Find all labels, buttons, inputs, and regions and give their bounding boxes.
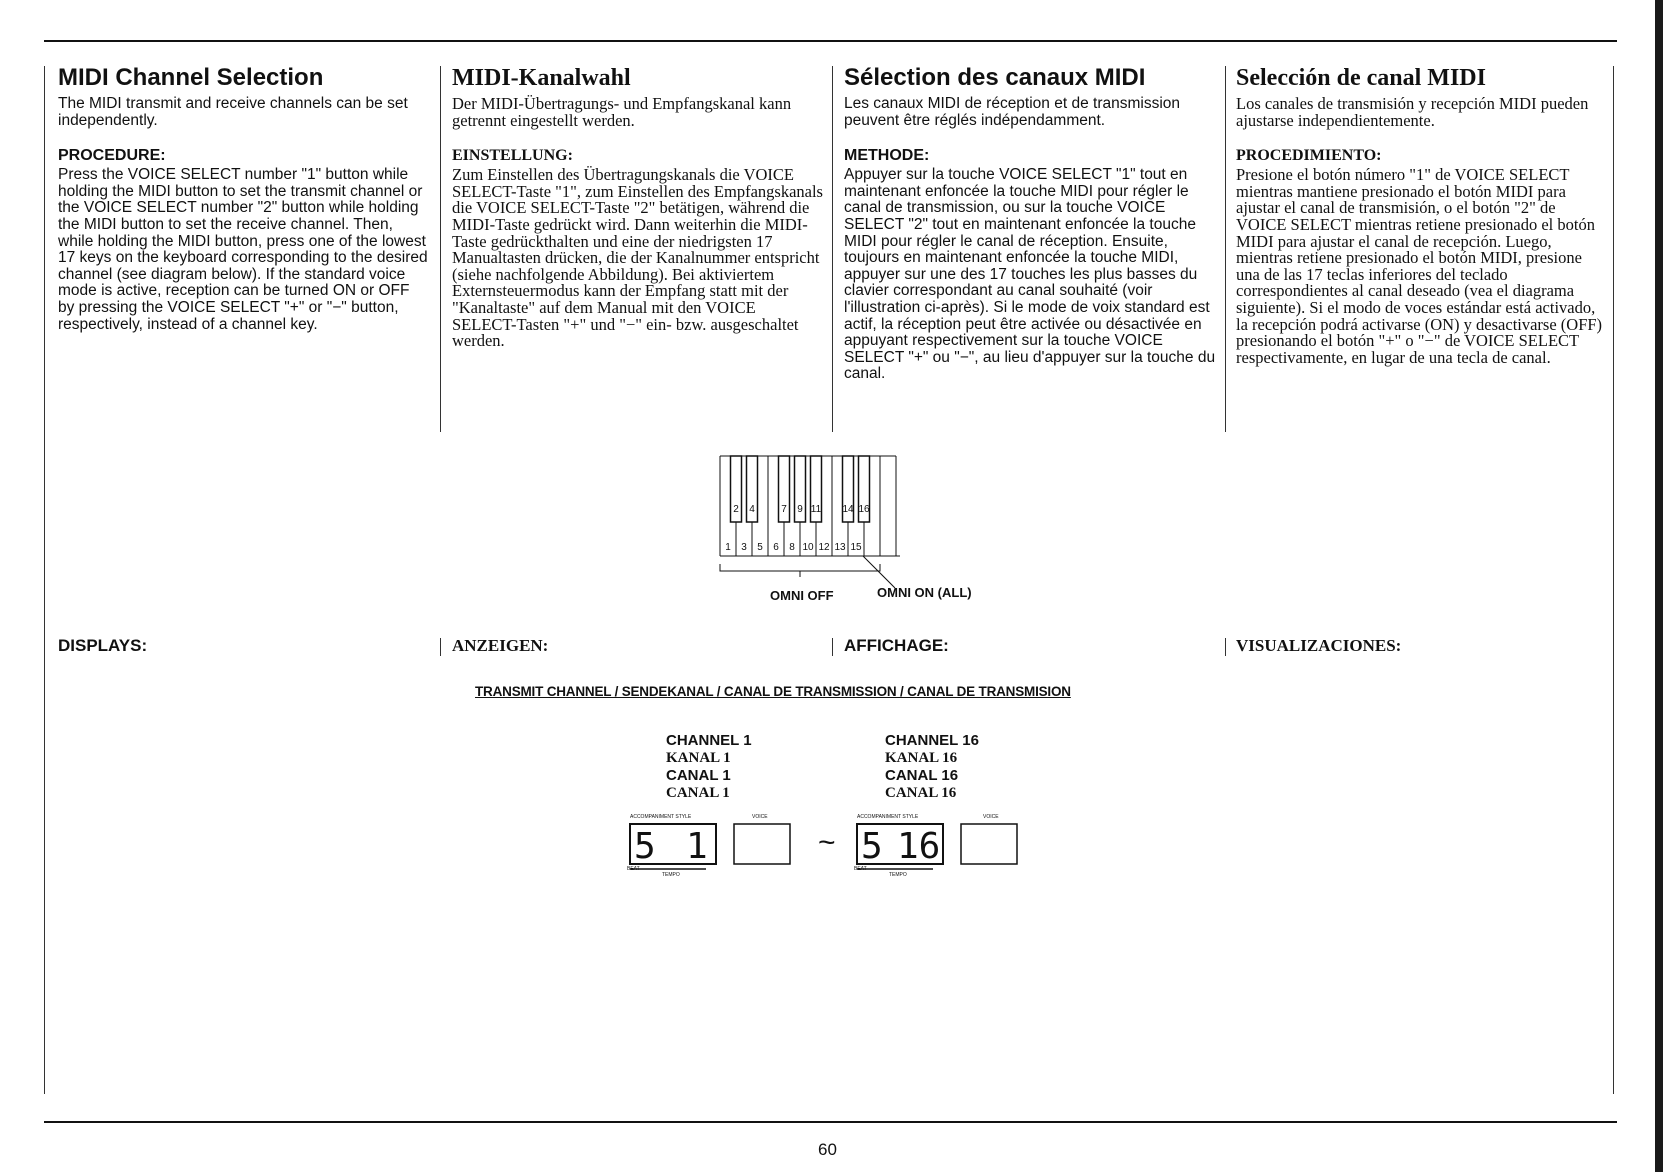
lcd16-right-digits: 16 — [897, 826, 941, 867]
lcd16-beat-label: BEAT — [854, 866, 867, 872]
intro-german: Der MIDI-Übertragungs- und Empfangskanal kann getrennt eingestellt werden. — [452, 94, 792, 130]
title-english: MIDI Channel Selection — [58, 64, 324, 91]
intro-english: The MIDI transmit and receive channels can be set independently. — [58, 95, 408, 129]
displays-divider-1 — [440, 638, 441, 656]
displays-heading-french: AFFICHAGE: — [844, 636, 949, 655]
column-german — [452, 64, 824, 350]
column-divider-1 — [440, 66, 441, 432]
channel-last-de: KANAL 16 — [885, 749, 958, 766]
black-key-label: 2 — [733, 504, 739, 515]
top-rule — [44, 40, 1617, 42]
channel-first-es: CANAL 1 — [666, 784, 730, 801]
intro-spanish: Los canales de transmisión y recepción MIDI pueden ajustarse independientemente. — [1236, 94, 1589, 130]
channel-last-en: CHANNEL 16 — [885, 732, 979, 749]
column-french — [844, 64, 1216, 383]
procedure-heading-english: PROCEDURE: — [58, 147, 166, 165]
page-number: 60 — [818, 1140, 837, 1159]
white-key-label: 15 — [850, 542, 862, 553]
lcd-display-channel-1 — [626, 810, 796, 880]
white-key-label: 1 — [725, 542, 731, 553]
procedure-heading-german: EINSTELLUNG: — [452, 147, 573, 165]
column-divider-2 — [832, 66, 833, 432]
white-key-label: 13 — [834, 542, 846, 553]
black-key-label: 7 — [781, 504, 787, 515]
channel-last-es: CANAL 16 — [885, 784, 957, 801]
lcd1-voice-label: VOICE — [752, 814, 768, 820]
channel-first-fr: CANAL 1 — [666, 767, 731, 784]
lcd16-left-digit: 5 — [861, 826, 883, 867]
lcd-display-channel-16 — [853, 810, 1023, 880]
procedure-english: Press the VOICE SELECT number "1" button while holding the MIDI button to set the transmit channel or the VOICE SELECT number "2" button while holding the MIDI button to set the receive channel. Then, while holding the MIDI button, press one of the lowest 17 keys on the keyboard corresponding to the desired channel (see diagram below). If the standard voice mode is active, reception can be turned ON or OFF by pressing the VOICE SELECT "+" or "−" button, respectively, instead of a channel key. — [58, 166, 428, 333]
omni-off-label: OMNI OFF — [770, 588, 834, 603]
column-divider-3 — [1225, 66, 1226, 432]
procedure-heading-french: METHODE: — [844, 147, 930, 165]
black-key-label: 4 — [749, 504, 755, 515]
white-key-label: 10 — [802, 542, 814, 553]
displays-heading-german: ANZEIGEN: — [452, 636, 549, 655]
black-key-label: 14 — [842, 504, 854, 515]
channel-last-fr: CANAL 16 — [885, 767, 959, 784]
keyboard-diagram — [700, 450, 1020, 610]
white-key-label: 3 — [741, 542, 747, 553]
channel-first-labels — [666, 732, 752, 802]
channel-first-en: CHANNEL 1 — [666, 732, 752, 749]
intro-french: Les canaux MIDI de réception et de transmission peuvent être réglés indépendamment. — [844, 95, 1181, 129]
lcd16-voice-label: VOICE — [983, 814, 999, 820]
column-spanish — [1236, 64, 1608, 366]
title-french: Sélection des canaux MIDI — [844, 64, 1146, 91]
right-margin-line — [1613, 66, 1614, 1094]
black-key-label: 11 — [810, 504, 822, 515]
channel-last-labels — [885, 732, 979, 802]
range-tilde: ~ — [818, 826, 836, 859]
bottom-rule — [44, 1121, 1617, 1123]
procedure-spanish: Presione el botón número "1" de VOICE SELECT mientras mantiene presionado el botón MIDI para ajustar el canal de transmisión, o el botón "2" de VOICE SELECT mientras retiene presionado el botón MIDI para ajustar el canal de recepción. Luego, mientras retiene presionado el botón MIDI, presione una de las 17 teclas inferiores del teclado correspondientes al canal deseado (vea el diagrama siguiente). Si el modo de voces estándar está activado, la recepción podrá activarse (ON) y desactivarse (OFF) presionando el botón "+" o "−" de VOICE SELECT respectivamente, en lugar de una tecla de canal. — [1236, 165, 1603, 367]
procedure-french: Appuyer sur la touche VOICE SELECT "1" tout en maintenant enfoncée la touche MIDI pour régler le canal de transmission, ou sur la touche VOICE SELECT "2" tout en maintenant enfoncée la touche MIDI pour régler le canal de réception. Ensuite, toujours en maintenant enfoncée la touche MIDI, appuyer sur une des 17 touches les plus basses du clavier correspondant au canal souhaité (voir l'illustration ci-après). Si le mode de voix standard est actif, la réception peut être activée ou désactivée en appuyant respectivement sur la touche VOICE SELECT "+" ou "−", au lieu d'appuyer sur la touche du canal. — [844, 166, 1216, 383]
column-english — [58, 64, 430, 333]
title-german: MIDI-Kanalwahl — [452, 65, 631, 91]
displays-divider-3 — [1225, 638, 1226, 656]
white-key-label: 12 — [818, 542, 830, 553]
procedure-heading-spanish: PROCEDIMIENTO: — [1236, 147, 1382, 165]
lcd16-accompaniment-label: ACCOMPANIMENT STYLE — [857, 814, 919, 820]
lcd16-tempo-label: TEMPO — [889, 872, 907, 878]
lcd1-left-digit: 5 — [634, 826, 656, 867]
white-key-label: 8 — [789, 542, 795, 553]
left-margin-line — [44, 66, 45, 1094]
transmit-heading: TRANSMIT CHANNEL / SENDEKANAL / CANAL DE TRANSMISSION / CANAL DE TRANSMISION — [475, 684, 1071, 699]
black-key-label: 16 — [858, 504, 870, 515]
displays-heading-english: DISPLAYS: — [58, 636, 148, 655]
black-key-label: 9 — [797, 504, 803, 515]
page-edge-bar — [1655, 0, 1663, 1172]
displays-divider-2 — [832, 638, 833, 656]
omni-on-label: OMNI ON (ALL) — [877, 585, 972, 600]
procedure-german: Zum Einstellen des Übertragungskanals die VOICE SELECT-Taste "1", zum Einstellen des Empfangskanals die VOICE SELECT-Taste "2" betätigen, während die MIDI-Taste gedrückt wird. Dann weiterhin die MIDI-Taste gedrückthalten und eine der niedrigsten 17 Manualtasten drücken, die der Kanalnummer entspricht (siehe nachfolgende Abbildung). Bei aktiviertem Externsteuermodus kann der Empfang statt mit der "Kanaltaste" auf dem Manual mit den VOICE SELECT-Tasten "+" und "−" ein- bzw. ausgeschaltet werden. — [452, 165, 823, 351]
lcd1-beat-label: BEAT — [627, 866, 640, 872]
lcd1-tempo-label: TEMPO — [662, 872, 680, 878]
title-spanish: Selección de canal MIDI — [1236, 65, 1486, 91]
channel-first-de: KANAL 1 — [666, 749, 731, 766]
lcd1-accompaniment-label: ACCOMPANIMENT STYLE — [630, 814, 692, 820]
white-key-label: 5 — [757, 542, 763, 553]
displays-heading-spanish: VISUALIZACIONES: — [1236, 636, 1402, 655]
white-key-label: 6 — [773, 542, 779, 553]
lcd1-right-digit: 1 — [686, 826, 708, 867]
